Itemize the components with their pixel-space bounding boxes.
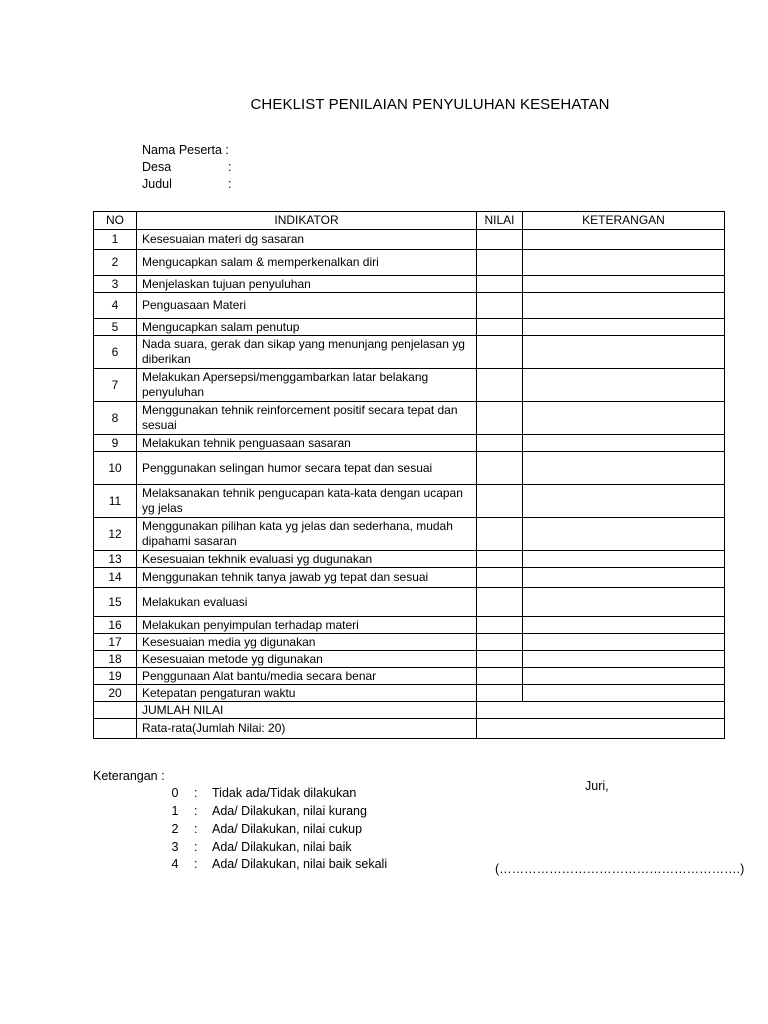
row-indicator: Kesesuaian tekhnik evaluasi yg dugunakan bbox=[137, 551, 477, 568]
table-row bbox=[94, 336, 725, 369]
score-cell[interactable] bbox=[477, 551, 523, 568]
row-number: 20 bbox=[94, 685, 137, 702]
table-row bbox=[94, 250, 725, 276]
table-row bbox=[94, 634, 725, 651]
remarks-cell[interactable] bbox=[523, 276, 725, 293]
average-row bbox=[94, 719, 725, 739]
remarks-cell[interactable] bbox=[523, 402, 725, 435]
total-row bbox=[94, 702, 725, 719]
table-row bbox=[94, 588, 725, 617]
field-colon: : bbox=[228, 160, 232, 174]
field-colon: : bbox=[228, 177, 232, 191]
remarks-cell[interactable] bbox=[523, 551, 725, 568]
legend-separator: : bbox=[194, 822, 198, 836]
score-cell[interactable] bbox=[477, 336, 523, 369]
row-number: 17 bbox=[94, 634, 137, 651]
row-number: 12 bbox=[94, 518, 137, 551]
field-label: Nama Peserta : bbox=[142, 143, 229, 157]
table-row bbox=[94, 230, 725, 250]
legend-separator: : bbox=[194, 804, 198, 818]
row-indicator: Menggunakan tehnik reinforcement positif secara tepat dan sesuai bbox=[137, 402, 477, 435]
header-score: NILAI bbox=[477, 212, 523, 230]
remarks-cell[interactable] bbox=[523, 435, 725, 452]
row-indicator: Ketepatan pengaturan waktu bbox=[137, 685, 477, 702]
legend-separator: : bbox=[194, 857, 198, 871]
remarks-cell[interactable] bbox=[523, 319, 725, 336]
row-number: 6 bbox=[94, 336, 137, 369]
legend-description: Ada/ Dilakukan, nilai baik sekali bbox=[212, 857, 388, 871]
legend-separator: : bbox=[194, 840, 198, 854]
legend-code: 1 bbox=[171, 804, 179, 818]
score-cell[interactable] bbox=[477, 230, 523, 250]
score-cell[interactable] bbox=[477, 685, 523, 702]
table-row bbox=[94, 485, 725, 518]
header-indicator: INDIKATOR bbox=[137, 212, 477, 230]
remarks-cell[interactable] bbox=[523, 452, 725, 485]
score-cell[interactable] bbox=[477, 293, 523, 319]
row-number: 1 bbox=[94, 230, 137, 250]
remarks-cell[interactable] bbox=[523, 293, 725, 319]
score-cell[interactable] bbox=[477, 369, 523, 402]
row-indicator: Melakukan evaluasi bbox=[137, 588, 477, 617]
remarks-cell[interactable] bbox=[523, 668, 725, 685]
row-number: 5 bbox=[94, 319, 137, 336]
remarks-cell[interactable] bbox=[523, 336, 725, 369]
signature-line: (………………………………………………….) bbox=[495, 862, 745, 876]
row-number: 7 bbox=[94, 369, 137, 402]
table-row bbox=[94, 568, 725, 588]
checklist-table bbox=[93, 211, 725, 739]
table-row bbox=[94, 402, 725, 435]
row-number: 10 bbox=[94, 452, 137, 485]
score-cell[interactable] bbox=[477, 276, 523, 293]
average-value-cell[interactable] bbox=[477, 719, 725, 739]
legend-separator: : bbox=[194, 786, 198, 800]
legend-title: Keterangan : bbox=[93, 769, 165, 783]
row-indicator: Kesesuaian media yg digunakan bbox=[137, 634, 477, 651]
header-no: NO bbox=[94, 212, 137, 230]
score-cell[interactable] bbox=[477, 435, 523, 452]
score-cell[interactable] bbox=[477, 617, 523, 634]
remarks-cell[interactable] bbox=[523, 485, 725, 518]
table-row bbox=[94, 551, 725, 568]
score-cell[interactable] bbox=[477, 485, 523, 518]
remarks-cell[interactable] bbox=[523, 250, 725, 276]
score-cell[interactable] bbox=[477, 518, 523, 551]
remarks-cell[interactable] bbox=[523, 568, 725, 588]
row-number: 3 bbox=[94, 276, 137, 293]
table-row bbox=[94, 369, 725, 402]
row-indicator: Menggunakan tehnik tanya jawab yg tepat dan sesuai bbox=[137, 568, 477, 588]
row-indicator: Kesesuaian metode yg digunakan bbox=[137, 651, 477, 668]
row-indicator: Penguasaan Materi bbox=[137, 293, 477, 319]
juri-label: Juri, bbox=[585, 779, 609, 793]
legend-description: Tidak ada/Tidak dilakukan bbox=[212, 786, 357, 800]
row-indicator: Menggunakan pilihan kata yg jelas dan sederhana, mudah dipahami sasaran bbox=[137, 518, 477, 551]
row-indicator: Mengucapkan salam & memperkenalkan diri bbox=[137, 250, 477, 276]
table-row bbox=[94, 435, 725, 452]
remarks-cell[interactable] bbox=[523, 685, 725, 702]
row-indicator: Melakukan penyimpulan terhadap materi bbox=[137, 617, 477, 634]
row-number: 14 bbox=[94, 568, 137, 588]
score-cell[interactable] bbox=[477, 452, 523, 485]
row-number: 2 bbox=[94, 250, 137, 276]
total-row-number-cell bbox=[94, 702, 137, 719]
table-row bbox=[94, 276, 725, 293]
row-number: 11 bbox=[94, 485, 137, 518]
remarks-cell[interactable] bbox=[523, 230, 725, 250]
legend-code: 3 bbox=[171, 840, 179, 854]
remarks-cell[interactable] bbox=[523, 634, 725, 651]
remarks-cell[interactable] bbox=[523, 369, 725, 402]
score-cell[interactable] bbox=[477, 568, 523, 588]
table-row bbox=[94, 452, 725, 485]
table-row bbox=[94, 293, 725, 319]
row-indicator: Melakukan tehnik penguasaan sasaran bbox=[137, 435, 477, 452]
table-row bbox=[94, 518, 725, 551]
row-indicator: Melaksanakan tehnik pengucapan kata-kata dengan ucapan yg jelas bbox=[137, 485, 477, 518]
table-row bbox=[94, 668, 725, 685]
field-label: Desa bbox=[142, 160, 172, 174]
score-cell[interactable] bbox=[477, 668, 523, 685]
legend-description: Ada/ Dilakukan, nilai baik bbox=[212, 840, 352, 854]
row-indicator: Menjelaskan tujuan penyuluhan bbox=[137, 276, 477, 293]
score-cell[interactable] bbox=[477, 402, 523, 435]
table-row bbox=[94, 319, 725, 336]
average-row-number-cell bbox=[94, 719, 137, 739]
score-cell[interactable] bbox=[477, 651, 523, 668]
row-number: 4 bbox=[94, 293, 137, 319]
table-row bbox=[94, 685, 725, 702]
header-remarks: KETERANGAN bbox=[523, 212, 725, 230]
legend-description: Ada/ Dilakukan, nilai cukup bbox=[212, 822, 363, 836]
total-label: JUMLAH NILAI bbox=[137, 702, 477, 719]
remarks-cell[interactable] bbox=[523, 588, 725, 617]
legend-code: 0 bbox=[171, 786, 179, 800]
field-label: Judul bbox=[142, 177, 172, 191]
remarks-cell[interactable] bbox=[523, 518, 725, 551]
remarks-cell[interactable] bbox=[523, 651, 725, 668]
score-cell[interactable] bbox=[477, 250, 523, 276]
table-row bbox=[94, 651, 725, 668]
row-number: 15 bbox=[94, 588, 137, 617]
score-cell[interactable] bbox=[477, 634, 523, 651]
average-label: Rata-rata(Jumlah Nilai: 20) bbox=[137, 719, 477, 739]
remarks-cell[interactable] bbox=[523, 617, 725, 634]
total-value-cell[interactable] bbox=[477, 702, 725, 719]
row-number: 16 bbox=[94, 617, 137, 634]
row-number: 13 bbox=[94, 551, 137, 568]
row-number: 8 bbox=[94, 402, 137, 435]
row-number: 19 bbox=[94, 668, 137, 685]
row-indicator: Mengucapkan salam penutup bbox=[137, 319, 477, 336]
score-cell[interactable] bbox=[477, 588, 523, 617]
row-indicator: Penggunakan selingan humor secara tepat dan sesuai bbox=[137, 452, 477, 485]
table-header-row bbox=[94, 212, 725, 230]
table-row bbox=[94, 617, 725, 634]
legend-description: Ada/ Dilakukan, nilai kurang bbox=[212, 804, 367, 818]
row-indicator: Penggunaan Alat bantu/media secara benar bbox=[137, 668, 477, 685]
page-title: CHEKLIST PENILAIAN PENYULUHAN KESEHATAN bbox=[250, 96, 610, 113]
score-cell[interactable] bbox=[477, 319, 523, 336]
row-indicator: Kesesuaian materi dg sasaran bbox=[137, 230, 477, 250]
legend-code: 4 bbox=[171, 857, 179, 871]
row-indicator: Nada suara, gerak dan sikap yang menunjang penjelasan yg diberikan bbox=[137, 336, 477, 369]
row-number: 18 bbox=[94, 651, 137, 668]
row-indicator: Melakukan Apersepsi/menggambarkan latar belakang penyuluhan bbox=[137, 369, 477, 402]
legend-code: 2 bbox=[171, 822, 179, 836]
row-number: 9 bbox=[94, 435, 137, 452]
